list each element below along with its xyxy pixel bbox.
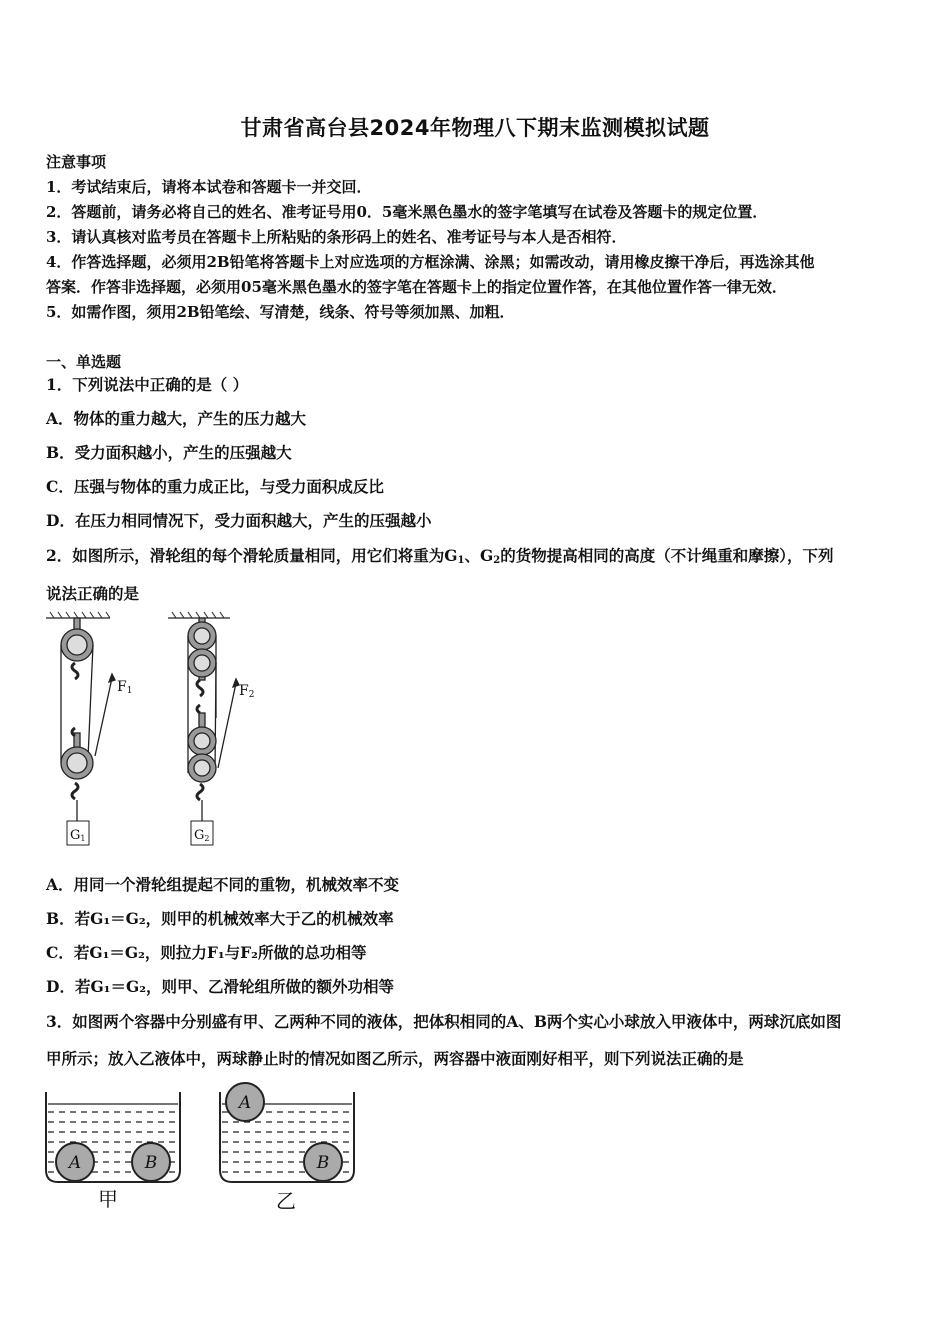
q3-stem-line2: 甲所示；放入乙液体中，两球静止时的情况如图乙所示，两容器中液面刚好相平，则下列说法正确的是 [46,1049,744,1068]
q3-stem: 3．如图两个容器中分别盛有甲、乙两种不同的液体，把体积相同的A、B两个实心小球放入甲液体中，两球沉底如图 [46,1012,842,1031]
g2-label: G2 [194,828,210,843]
page-title: 甘肃省高台县2024年物理八下期末监测模拟试题 [240,116,710,140]
notice-item: 3．请认真核对监考员在答题卡上所粘贴的条形码上的姓名、准考证号与本人是否相符． [46,228,627,246]
f2-label: F2 [239,683,255,700]
q2-option-d: D．若G₁＝G₂，则甲、乙滑轮组所做的额外功相等 [46,977,394,996]
notice-heading: 注意事项 [46,153,107,171]
pulley-figure [40,608,280,858]
notice-item: 2．答题前，请务必将自己的姓名、准考证号用0．5毫米黑色墨水的签字笔填写在试卷及答题卡的规定位置． [46,203,768,221]
q2-option-a: A．用同一个滑轮组提起不同的重物，机械效率不变 [46,875,400,894]
notice-item: 1．考试结束后，请将本试卷和答题卡一并交回． [46,178,372,196]
q2-option-b: B．若G₁＝G₂，则甲的机械效率大于乙的机械效率 [46,909,394,928]
notice-item: 答案．作答非选择题，必须用05毫米黑色墨水的签字笔在答题卡上的指定位置作答，在其他位置作答一律无效． [46,278,787,296]
q1-option-b: B．受力面积越小，产生的压强越大 [46,443,292,462]
q1-option-a: A．物体的重力越大，产生的压力越大 [46,409,307,428]
containers-figure [40,1078,370,1218]
container-jia-label: 甲 [98,1187,118,1211]
ball-a-label-yi: A [238,1093,252,1113]
g1-label: G1 [70,828,86,843]
notice-item: 5．如需作图，须用2B铅笔绘、写清楚，线条、符号等须加黑、加粗． [46,303,515,321]
q1-option-d: D．在压力相同情况下，受力面积越大，产生的压强越小 [46,511,432,530]
q1-option-c: C．压强与物体的重力成正比，与受力面积成反比 [46,477,384,496]
q2-stem: 2．如图所示，滑轮组的每个滑轮质量相同，用它们将重为$G_1$、$G_2$的货物提高相同的高度（不计绳重和摩擦），下列 [46,546,834,566]
notice-item: 4．作答选择题，必须用2B铅笔将答题卡上对应选项的方框涂满、涂黑；如需改动，请用橡皮擦干净后，再选涂其他 [46,253,815,271]
f1-label: F1 [117,679,133,696]
q2-stem-line2: 说法正确的是 [46,584,140,603]
q1-stem: 1．下列说法中正确的是（ ） [46,375,249,394]
ball-b-label-yi: B [316,1153,330,1173]
container-yi-label: 乙 [276,1189,296,1213]
q2-option-c: C．若G₁＝G₂，则拉力F₁与F₂所做的总功相等 [46,943,367,962]
section-heading: 一、单选题 [46,353,122,371]
ball-a-label-jia: A [68,1153,82,1173]
ball-b-label-jia: B [144,1153,158,1173]
